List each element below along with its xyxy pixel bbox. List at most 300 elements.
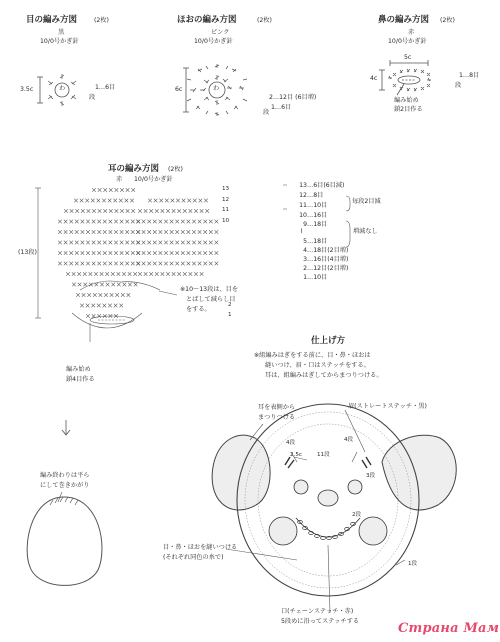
stitch-x-mark [192, 262, 196, 266]
stitch-x-mark [103, 188, 107, 192]
nose-start-note-2: 鎖2目作る [394, 106, 423, 113]
stitch-x-mark [187, 262, 191, 266]
stitch-x-mark [108, 199, 112, 203]
cheek-chart-needle: 10/0号かぎ針 [194, 38, 233, 45]
stitch-x-mark [209, 230, 213, 234]
stitch-x-mark [130, 199, 134, 203]
stitch-x-mark [215, 251, 219, 255]
stitch-x-mark [215, 220, 219, 224]
stitch-x-mark [64, 230, 68, 234]
stitch-x-mark [131, 220, 135, 224]
stitch-x-mark [155, 209, 159, 213]
nose-chart-color: 赤 [408, 29, 415, 36]
stitch-x-mark [153, 262, 157, 266]
stitch-x-mark [209, 241, 213, 245]
finish-left-note-2: にして巻きかがり [40, 482, 90, 489]
stitch-x-mark [136, 241, 140, 245]
face-rows-1: 1段 [408, 561, 418, 567]
ear-row-entry [297, 183, 344, 189]
stitch-x-mark [181, 262, 185, 266]
stitch-x-mark [86, 251, 90, 255]
stitch-x-mark [149, 272, 153, 276]
stitch-x-mark [86, 262, 90, 266]
stitch-x-mark [77, 272, 81, 276]
stitch-x-mark [58, 230, 62, 234]
stitch-x-mark [177, 272, 181, 276]
stitch-x-mark [192, 251, 196, 255]
nose-rounds: 1…8目 [459, 72, 480, 79]
stitch-x-mark [161, 272, 165, 276]
cheek-size-label: 6c [175, 86, 183, 93]
stitch-x-mark [170, 241, 174, 245]
ear-row-entry-count: …8目 [307, 192, 324, 199]
stitch-x-mark [204, 199, 208, 203]
stitch-x-mark [99, 293, 103, 297]
stitch-x-mark [136, 220, 140, 224]
stitch-x-mark [78, 283, 82, 287]
stitch-x-mark [142, 262, 146, 266]
stitch-x-mark [102, 199, 106, 203]
stitch-x-mark [82, 293, 86, 297]
ear-row-entry-change: (2目増) [327, 265, 349, 272]
stitch-x-mark [136, 230, 140, 234]
stitch-x-mark [98, 209, 102, 213]
stitch-x-mark [155, 272, 159, 276]
face-rows-4-right: 4段 [344, 437, 354, 443]
eye-chart-color: 黒 [58, 29, 65, 36]
nose-chart-qty: (2枚) [440, 17, 455, 24]
stitch-x-mark [177, 209, 181, 213]
stitch-x-mark [153, 241, 157, 245]
stitch-x-mark [114, 220, 118, 224]
stitch-x-mark [164, 262, 168, 266]
ear-row-entry-count: …10目 [307, 274, 328, 281]
stitch-x-mark [85, 199, 89, 203]
stitch-x-mark [75, 262, 79, 266]
stitch-x-mark [117, 272, 121, 276]
ear-row-entry-number: 3 [303, 256, 307, 263]
ear-height-label: (13段) [18, 249, 37, 256]
ear-chart-title: 耳の編み方図 [108, 164, 160, 174]
stitch-x-mark [64, 220, 68, 224]
stitch-x-mark [64, 251, 68, 255]
ear-row-entry [297, 193, 323, 199]
ear-row-entry [297, 239, 327, 245]
stitch-x-mark [148, 199, 152, 203]
ear-row-number: 11 [222, 207, 230, 213]
stitch-x-mark [125, 220, 129, 224]
stitch-x-mark [181, 220, 185, 224]
eye-size-label: 3.5c [20, 86, 34, 93]
ear-row-entry-number: 9 [303, 221, 307, 228]
face-rows-4-left: 4段 [286, 440, 296, 446]
stitch-x-mark [91, 304, 95, 308]
stitch-x-mark [133, 272, 137, 276]
ear-row-entry-count: …10目 [307, 202, 328, 209]
finished-ear-shape [27, 492, 102, 585]
ear-row-entry-number: 13 [299, 182, 307, 189]
stitch-x-mark [142, 230, 146, 234]
stitch-x-mark [72, 272, 76, 276]
face-rows-11: 11段 [317, 452, 330, 458]
stitch-x-mark [83, 283, 87, 287]
ear-row-entry [297, 266, 348, 272]
stitch-x-mark [69, 262, 73, 266]
ear-row-entry-count: …6目 [307, 182, 324, 189]
stitch-x-mark [75, 251, 79, 255]
stitch-x-mark [175, 230, 179, 234]
stitch-x-mark [176, 199, 180, 203]
stitch-x-mark [126, 188, 130, 192]
ear-row-entry-number: 11 [299, 202, 307, 209]
stitch-x-mark [200, 272, 204, 276]
stitch-x-mark [108, 304, 112, 308]
ear-row-entry-number: 4 [303, 247, 307, 254]
stitch-x-mark [149, 209, 153, 213]
ear-note-line2: とばして減らし目 [186, 296, 236, 303]
stitch-x-mark [125, 230, 129, 234]
stitch-x-mark [81, 262, 85, 266]
stitch-x-mark [74, 199, 78, 203]
stitch-x-mark [164, 241, 168, 245]
ear-row-entry-number: 12 [299, 192, 307, 199]
stitch-x-mark [215, 230, 219, 234]
stitch-x-mark [75, 230, 79, 234]
stitch-x-mark [142, 251, 146, 255]
eye-stitch-chart [37, 74, 76, 106]
stitch-x-mark [114, 230, 118, 234]
stitch-x-mark [198, 262, 202, 266]
stitch-x-mark [170, 230, 174, 234]
stitch-x-mark [159, 220, 163, 224]
stitch-x-mark [58, 220, 62, 224]
stitch-x-mark [164, 230, 168, 234]
stitch-x-mark [72, 283, 76, 287]
stitch-x-mark [111, 283, 115, 287]
stitch-x-mark [89, 272, 93, 276]
stitch-x-mark [209, 251, 213, 255]
ear-row-entry [297, 275, 327, 281]
stitch-x-mark [198, 241, 202, 245]
cheek-chart-color: ピンク [211, 29, 230, 36]
stitch-x-mark [147, 251, 151, 255]
stitch-x-mark [110, 293, 114, 297]
mouth-note-1: 口(チェーンステッチ・赤) [281, 608, 354, 615]
stitch-x-mark [83, 272, 87, 276]
cheek-chart-qty: (2枚) [257, 17, 272, 24]
stitch-x-mark [64, 262, 68, 266]
ear-start-note-2: 鎖4目作る [66, 376, 95, 383]
ear-start-note-1: 編み始め [66, 366, 91, 373]
stitch-x-mark [170, 220, 174, 224]
stitch-x-mark [98, 188, 102, 192]
stitch-x-mark [192, 230, 196, 234]
stitch-x-mark [120, 230, 124, 234]
ear-row-brackets [346, 196, 350, 247]
stitch-x-mark [86, 220, 90, 224]
stitch-x-mark [109, 188, 113, 192]
stitch-x-mark [97, 241, 101, 245]
stitch-x-mark [92, 220, 96, 224]
stitch-x-mark [120, 209, 124, 213]
stitch-x-mark [117, 283, 121, 287]
stitch-x-mark [171, 199, 175, 203]
ear-row-entry-number: 10 [299, 212, 307, 219]
stitch-x-mark [97, 304, 101, 308]
face-size-25: 2.5c [290, 452, 302, 458]
stitch-x-mark [109, 209, 113, 213]
stitch-x-mark [87, 209, 91, 213]
stitch-x-mark [134, 283, 138, 287]
nose-start-note-1: 編み始め [394, 97, 419, 104]
stitch-x-mark [128, 283, 132, 287]
ear-decrease-note: 毎段2目減 [352, 198, 381, 205]
stitch-x-mark [106, 283, 110, 287]
stitch-x-mark [81, 251, 85, 255]
ear-row-number: 1 [228, 312, 232, 318]
stitch-x-mark [192, 220, 196, 224]
nose-round-unit: 段 [455, 82, 462, 89]
stitch-x-mark [92, 241, 96, 245]
finish-note-line3: 耳は、組編みはぎしてからまつりつける。 [265, 372, 383, 379]
stitch-x-mark [92, 188, 96, 192]
stitch-x-mark [81, 220, 85, 224]
stitch-x-mark [97, 199, 101, 203]
stitch-x-mark [215, 262, 219, 266]
nose-stitch-chart [379, 60, 431, 95]
stitch-x-mark [175, 220, 179, 224]
stitch-x-mark [175, 262, 179, 266]
ear-row-ellipsis: ⌇ [300, 228, 304, 235]
stitch-x-mark [86, 230, 90, 234]
ear-row-number: 10 [222, 217, 230, 224]
stitch-x-mark [121, 293, 125, 297]
stitch-x-mark [170, 251, 174, 255]
stitch-x-mark [69, 220, 73, 224]
stitch-x-mark [86, 314, 90, 318]
eye-center-glyph: わ [59, 85, 66, 92]
stitch-x-mark [187, 251, 191, 255]
ear-row-number: 2 [228, 301, 232, 308]
stitch-x-mark [97, 220, 101, 224]
stitch-x-mark [172, 209, 176, 213]
stitch-x-mark [189, 272, 193, 276]
stitch-x-mark [92, 262, 96, 266]
stitch-x-mark [109, 220, 113, 224]
stitch-x-mark [187, 220, 191, 224]
stitch-x-mark [198, 251, 202, 255]
stitch-x-mark [109, 262, 113, 266]
stitch-x-mark [119, 304, 123, 308]
stitch-x-mark [103, 241, 107, 245]
nose-width-label: 5c [404, 54, 412, 61]
stitch-x-mark [120, 241, 124, 245]
cheek-round1: 1…6目 [271, 104, 292, 111]
stitch-x-mark [100, 272, 104, 276]
stitch-x-mark [76, 293, 80, 297]
stitch-x-mark [120, 262, 124, 266]
stitch-x-mark [153, 230, 157, 234]
stitch-x-mark [136, 262, 140, 266]
stitch-x-mark [187, 230, 191, 234]
stitch-x-mark [164, 251, 168, 255]
stitch-x-mark [131, 251, 135, 255]
stitch-x-mark [209, 220, 213, 224]
stitch-x-mark [144, 209, 148, 213]
stitch-x-mark [131, 241, 135, 245]
stitch-x-mark [97, 314, 101, 318]
stitch-x-mark [131, 262, 135, 266]
stitch-x-mark [192, 241, 196, 245]
stitch-x-mark [103, 230, 107, 234]
stitch-x-mark [103, 220, 107, 224]
finish-note-line1: ※組編みはぎをする前に、目・鼻・ほおは [254, 352, 371, 359]
brow-note: 眉(ストレートステッチ・黒) [348, 403, 427, 410]
stitch-x-mark [175, 251, 179, 255]
stitch-x-mark [122, 272, 126, 276]
eye-chart-title: 目の編み方図 [26, 15, 78, 25]
stitch-x-mark [80, 304, 84, 308]
stitch-x-mark [175, 241, 179, 245]
ear-row-entry-count: …18目 [307, 247, 328, 254]
stitch-x-mark [203, 230, 207, 234]
stitch-x-mark [103, 304, 107, 308]
stitch-x-mark [203, 220, 207, 224]
stitch-x-mark [194, 272, 198, 276]
stitch-x-mark [131, 230, 135, 234]
finish-left-note-1: 編み終わりは平ら [40, 472, 90, 479]
stitch-x-mark [69, 251, 73, 255]
stitch-x-mark [181, 230, 185, 234]
watermark: Страна Мам [398, 621, 500, 636]
stitch-x-mark [120, 251, 124, 255]
stitch-x-mark [164, 220, 168, 224]
stitch-x-mark [159, 241, 163, 245]
stitch-x-mark [181, 251, 185, 255]
ear-attach-note-1: 耳を表側から [258, 404, 296, 411]
stitch-x-mark [138, 209, 142, 213]
sew-note-2: (それぞれ同色の糸で) [163, 554, 224, 561]
ear-chart-qty: (2枚) [168, 166, 183, 173]
stitch-x-mark [69, 241, 73, 245]
stitch-x-mark [144, 272, 148, 276]
stitch-x-mark [136, 251, 140, 255]
ear-row-entry-number: 1 [303, 274, 307, 281]
stitch-x-mark [91, 199, 95, 203]
stitch-x-mark [198, 230, 202, 234]
stitch-x-mark [199, 199, 203, 203]
stitch-x-mark [94, 272, 98, 276]
stitch-x-mark [66, 272, 70, 276]
stitch-x-mark [187, 199, 191, 203]
stitch-x-mark [203, 241, 207, 245]
stitch-x-mark [125, 241, 129, 245]
stitch-x-mark [159, 199, 163, 203]
stitch-x-mark [92, 209, 96, 213]
stitch-x-mark [114, 241, 118, 245]
stitch-x-mark [142, 241, 146, 245]
ear-row-entry-count: …16目 [307, 212, 328, 219]
ear-note-line3: をする。 [186, 306, 211, 313]
stitch-x-mark [172, 272, 176, 276]
stitch-x-mark [161, 209, 165, 213]
stitch-x-mark [215, 241, 219, 245]
stitch-x-mark [105, 272, 109, 276]
stitch-x-mark [128, 272, 132, 276]
stitch-x-mark [125, 251, 129, 255]
stitch-x-mark [92, 230, 96, 234]
stitch-x-mark [114, 251, 118, 255]
stitch-x-mark [170, 262, 174, 266]
ear-attach-note-2: まつりつける [258, 414, 296, 421]
eye-chart-qty: (2枚) [94, 17, 109, 24]
stitch-x-mark [209, 262, 213, 266]
stitch-x-mark [109, 251, 113, 255]
stitch-x-mark [75, 220, 79, 224]
ear-row-entry-change: (4目増) [327, 256, 349, 263]
cheek-round-unit: 段 [263, 109, 270, 116]
cheek-chart-title: ほおの編み方図 [177, 15, 237, 25]
stitch-x-mark [115, 188, 119, 192]
stitch-x-mark [115, 209, 119, 213]
stitch-x-mark [200, 209, 204, 213]
stitch-x-mark [147, 220, 151, 224]
ear-row-number: 12 [222, 196, 230, 203]
stitch-x-mark [86, 304, 90, 308]
stitch-x-mark [97, 230, 101, 234]
stitch-x-mark [109, 241, 113, 245]
stitch-x-mark [125, 199, 129, 203]
cheek-round2: 2…12目 (6目増) [269, 94, 317, 101]
stitch-x-mark [111, 272, 115, 276]
stitch-x-mark [138, 272, 142, 276]
ear-row-entry-count: …18目 [307, 221, 328, 228]
eye-rounds: 1…6目 [95, 84, 116, 91]
ear-row-entry-count: …18目 [307, 238, 328, 245]
ear-row-entry-change: (6目減) [323, 182, 345, 189]
stitch-x-mark [58, 241, 62, 245]
stitch-x-mark [109, 230, 113, 234]
stitch-x-mark [120, 220, 124, 224]
stitch-x-mark [120, 188, 124, 192]
stitch-x-mark [154, 199, 158, 203]
stitch-x-mark [75, 241, 79, 245]
ear-row-entry-number: 2 [303, 265, 307, 272]
eye-round-unit: 段 [89, 94, 96, 101]
stitch-x-mark [147, 262, 151, 266]
ear-row-entry-change: (2目増) [327, 247, 349, 254]
nose-height-label: 4c [370, 75, 378, 82]
ear-row-entry-count: …16目 [307, 256, 328, 263]
stitch-x-mark [125, 262, 129, 266]
ear-row-entry [297, 248, 348, 254]
stitch-x-mark [194, 209, 198, 213]
stitch-x-mark [123, 283, 127, 287]
stitch-x-mark [100, 283, 104, 287]
stitch-x-mark [131, 188, 135, 192]
stitch-x-mark [166, 272, 170, 276]
nose-chart-title: 鼻の編み方図 [378, 15, 430, 25]
ear-row-entry [297, 213, 327, 219]
mouth-note-2: 5段めに沿ってステッチする [281, 618, 360, 625]
stitch-x-mark [126, 209, 130, 213]
finish-title: 仕上げ方 [311, 336, 346, 346]
stitch-x-mark [131, 209, 135, 213]
stitch-x-mark [153, 251, 157, 255]
eye-chart-needle: 10/0号かぎ針 [40, 38, 79, 45]
stitch-x-mark [103, 251, 107, 255]
stitch-x-mark [159, 251, 163, 255]
